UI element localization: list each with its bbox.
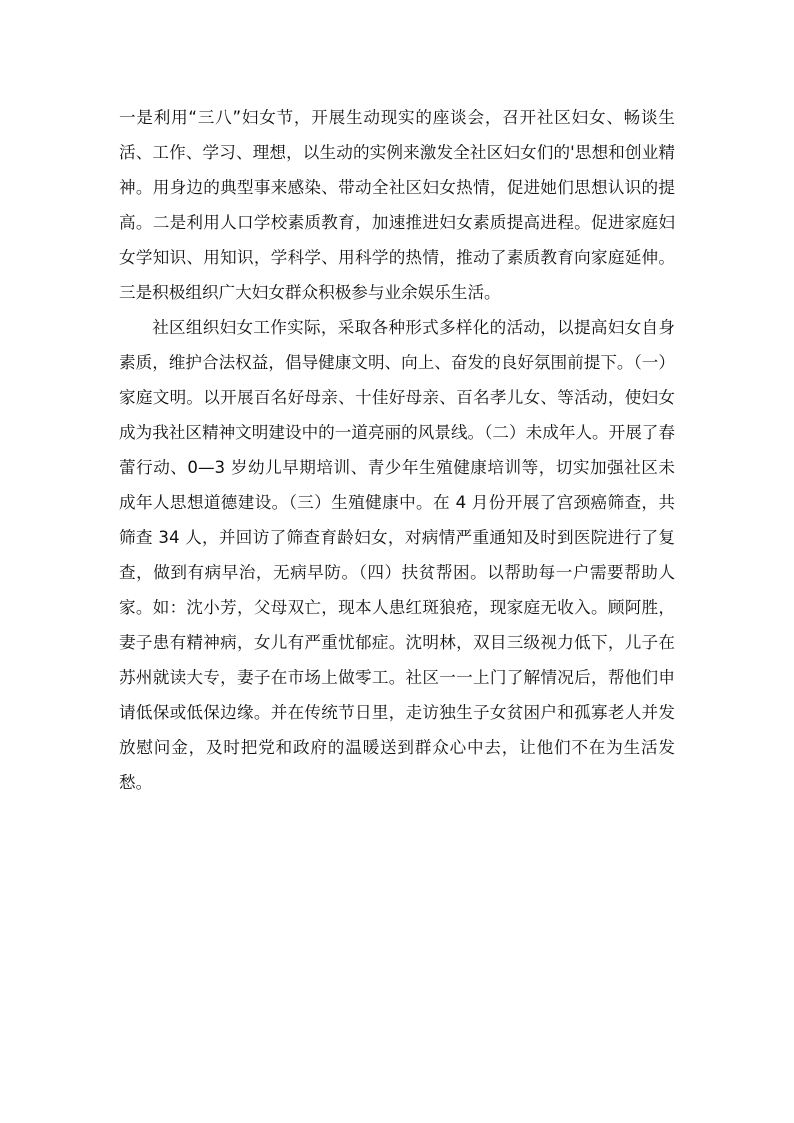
paragraph-2: 社区组织妇女工作实际，采取各种形式多样化的活动，以提高妇女自身素质，维护合法权益，倡导健康文明、向上、奋发的良好氛围前提下。（一）家庭文明。以开展百名好母亲、十佳好母亲、百名孝儿女、等活动，使妇女成为我社区精神文明建设中的一道亮丽的风景线。（二）未成年人。开展了春蕾行动、0—3 岁幼儿早期培训、青少年生殖健康培训等，切实加强社区未成年人思想道德建设。（三）生殖健康中。在 4 月份开展了宫颈癌筛查，共筛查 34 人，并回访了筛查育龄妇女，对病情严重通知及时到医院进行了复查，做到有病早治，无病早防。（四）扶贫帮困。以帮助每一户需要帮助人家。如：沈小芳，父母双亡，现本人患红斑狼疮，现家庭无收入。顾阿胜，妻子患有精神病，女儿有严重忧郁症。沈明林，双目三级视力低下，儿子在苏州就读大专，妻子在市场上做零工。社区一一上门了解情况后，帮他们申请低保或低保边缘。并在传统节日里，走访独生子女贫困户和孤寡老人并发放慰问金，及时把党和政府的温暖送到群众心中去，让他们不在为生活发愁。 — [119, 318, 675, 792]
document-body — [119, 100, 675, 800]
paragraph-1: 一是利用“三八”妇女节，开展生动现实的座谈会，召开社区妇女、畅谈生活、工作、学习、理想，以生动的实例来激发全社区妇女们的'思想和创业精神。用身边的典型事来感染、带动全社区妇女热情，促进她们思想认识的提高。二是利用人口学校素质教育，加速推进妇女素质提高进程。促进家庭妇女学知识、用知识，学科学、用科学的热情，推动了素质教育向家庭延伸。三是积极组织广大妇女群众积极参与业余娱乐生活。 — [119, 108, 675, 302]
